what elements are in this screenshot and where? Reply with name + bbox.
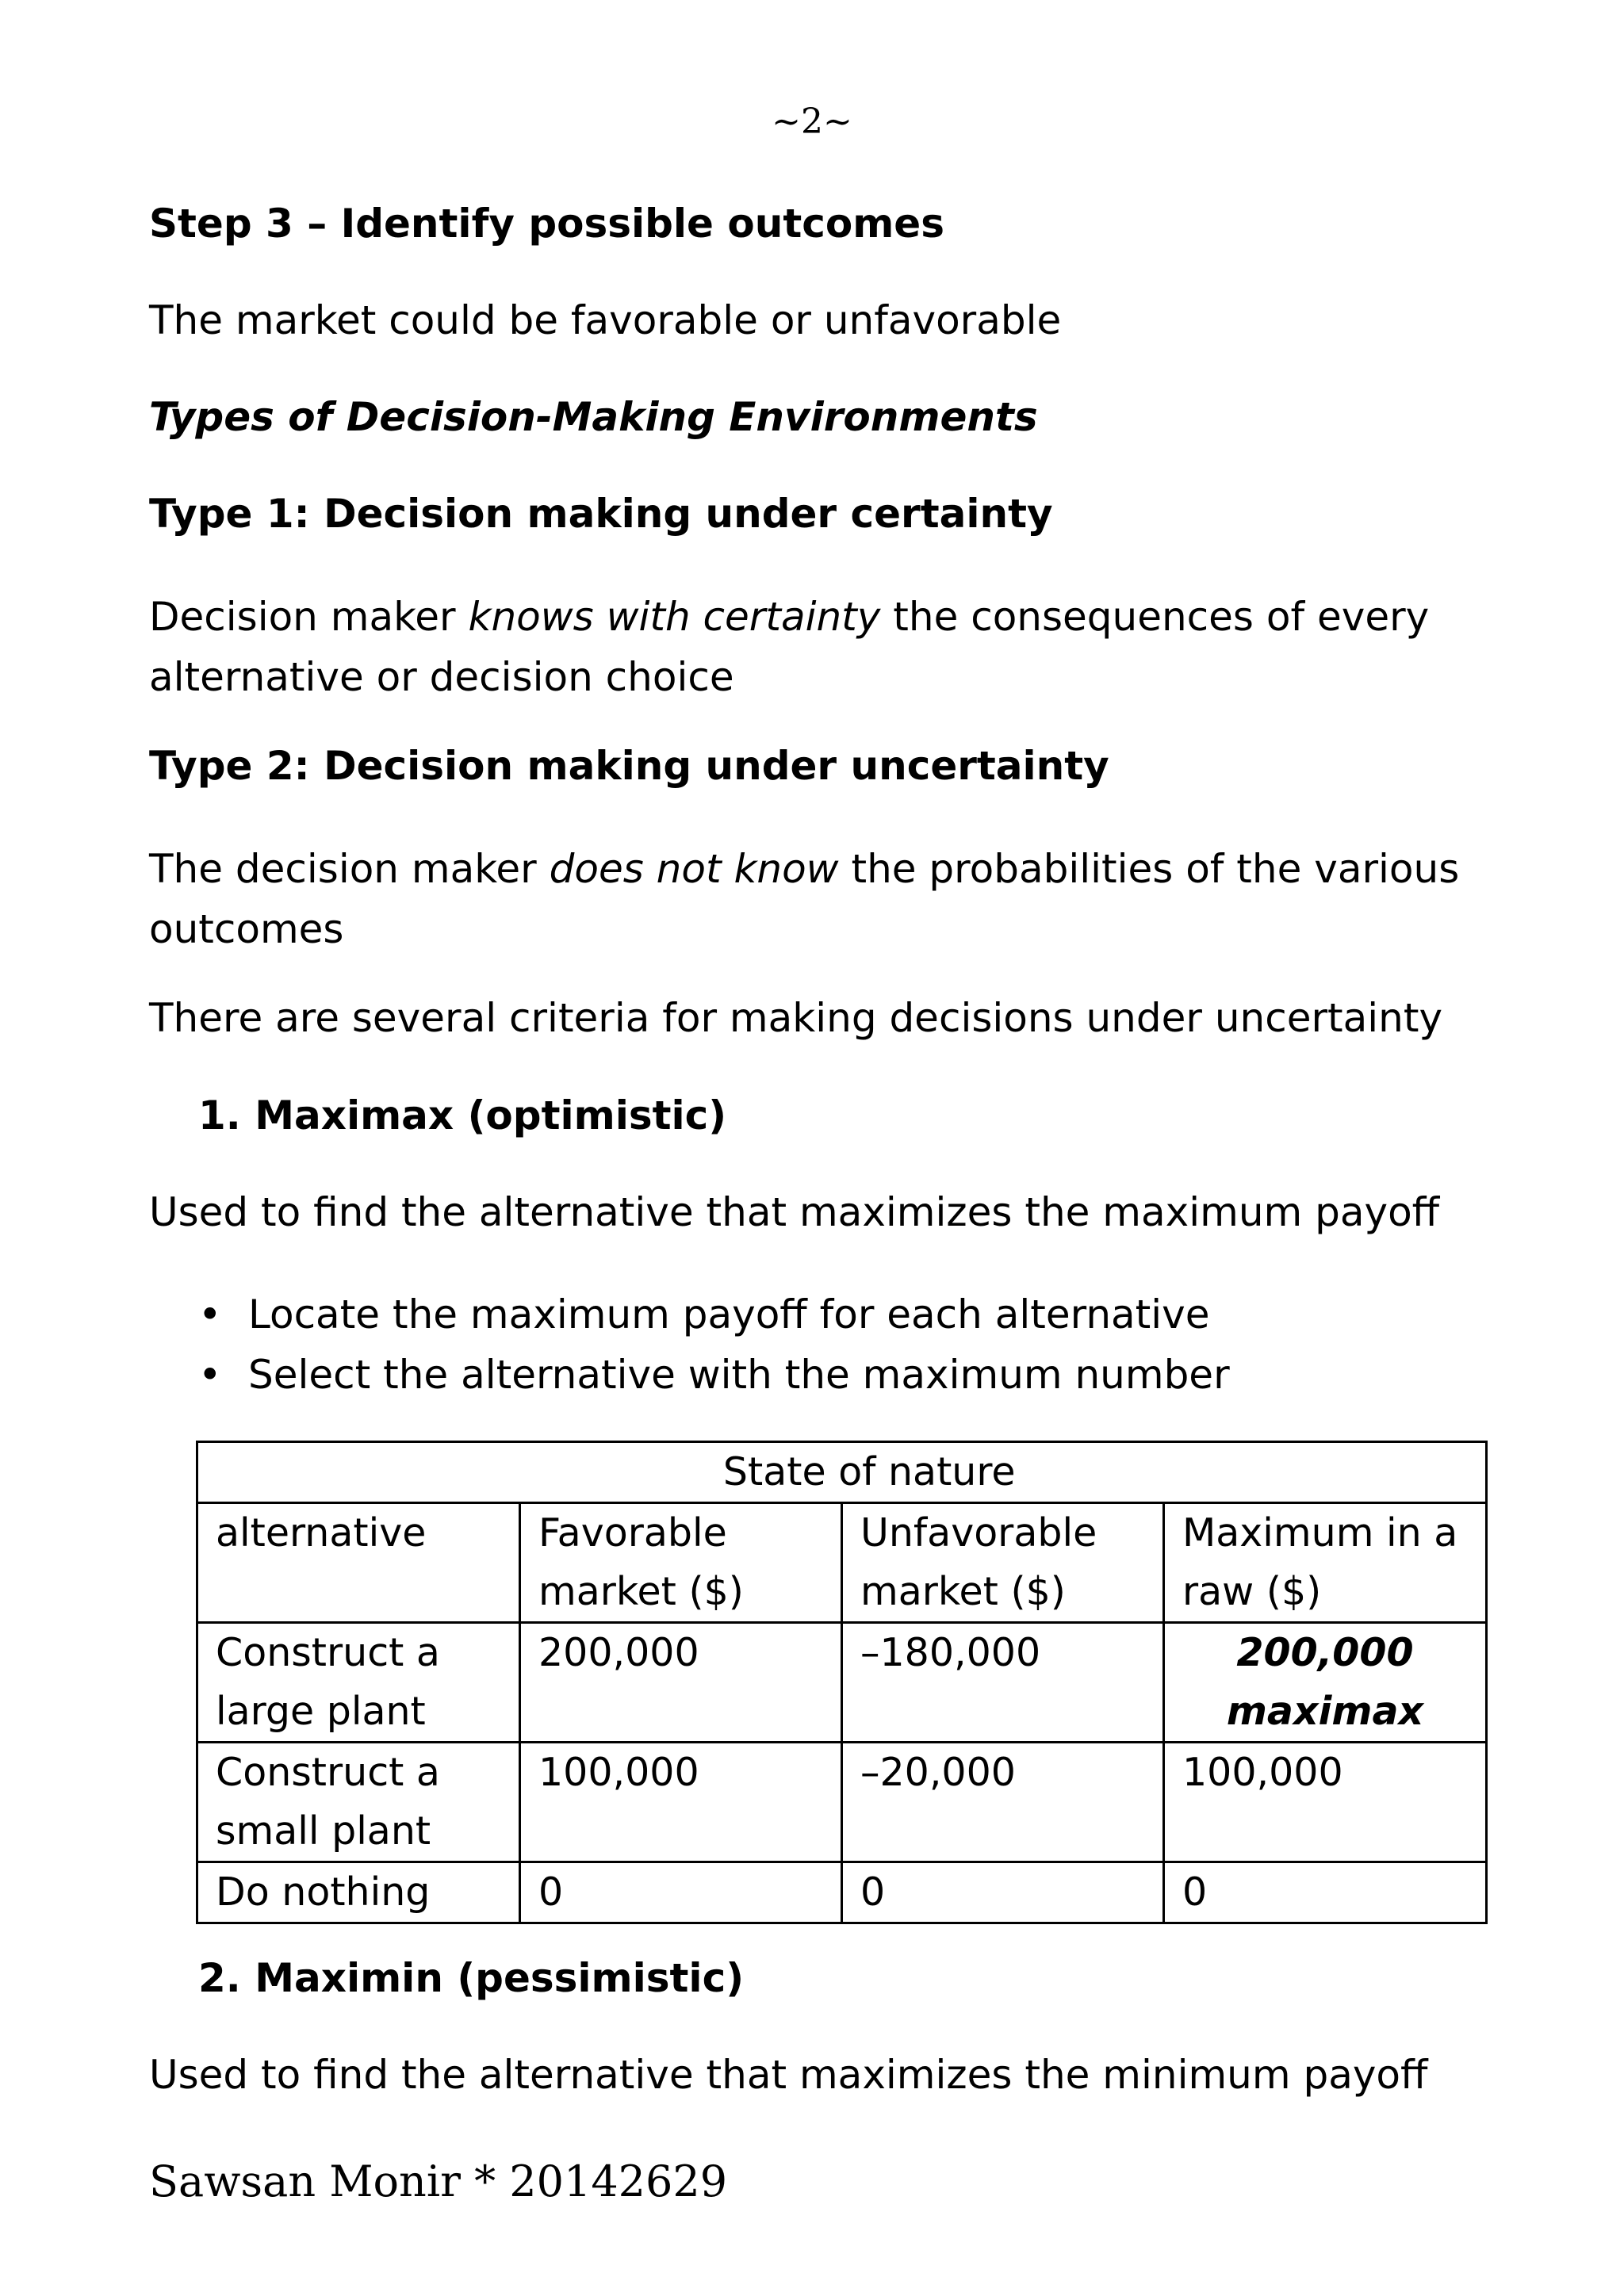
- table-row: [197, 1743, 1487, 1862]
- type1-text-c: the consequences of every: [880, 594, 1430, 640]
- maximax-text: Used to find the alternative that maximizes the maximum payoff: [149, 1189, 1440, 1235]
- criteria-text: There are several criteria for making decisions under uncertainty: [149, 995, 1443, 1041]
- state-of-nature-label: State of nature: [722, 1449, 1016, 1494]
- header-favorable: [520, 1503, 842, 1623]
- header-favorable-line1: Favorable: [538, 1510, 727, 1556]
- footer-author: Sawsan Monir * 20142629: [149, 2156, 728, 2206]
- row-max-value: 200,000: [1236, 1630, 1414, 1675]
- header-unfavorable-line2: market ($): [860, 1569, 1066, 1614]
- row-alt-line1: Construct a: [216, 1630, 440, 1675]
- type2-heading: Type 2: Decision making under uncertainty: [149, 743, 1109, 789]
- header-favorable-line2: market ($): [538, 1569, 744, 1614]
- type2-text-d: outcomes: [149, 906, 344, 952]
- row-alt-line2: large plant: [216, 1689, 426, 1734]
- bullet-item: • Select the alternative with the maximum number: [149, 1345, 1230, 1405]
- type2-text-c: the probabilities of the various: [838, 846, 1460, 892]
- header-unfavorable-line1: Unfavorable: [860, 1510, 1097, 1556]
- row-favorable: 100,000: [520, 1743, 842, 1862]
- row-maximum-highlight: [1164, 1623, 1487, 1743]
- maximin-text: Used to find the alternative that maximizes the minimum payoff: [149, 2052, 1428, 2098]
- table-row: [197, 1623, 1487, 1743]
- row-alternative: [197, 1623, 520, 1743]
- row-favorable: 0: [520, 1862, 842, 1923]
- header-alternative: alternative: [197, 1503, 520, 1623]
- maximax-heading: 1. Maximax (optimistic): [198, 1093, 727, 1138]
- types-heading: Types of Decision-Making Environments: [149, 394, 1038, 440]
- row-favorable: 200,000: [520, 1623, 842, 1743]
- row-alternative: Do nothing: [197, 1862, 520, 1923]
- step3-text: The market could be favorable or unfavorable: [149, 297, 1062, 343]
- payoff-table: [196, 1441, 1488, 1924]
- maximax-bullets: [149, 1284, 1230, 1405]
- bullet-item: • Locate the maximum payoff for each alternative: [149, 1284, 1230, 1345]
- table-header-row: [197, 1503, 1487, 1623]
- row-alt-line1: Construct a: [216, 1750, 440, 1795]
- type1-text-d: alternative or decision choice: [149, 654, 734, 700]
- row-alt-line2: small plant: [216, 1808, 431, 1854]
- row-maximum: 100,000: [1164, 1743, 1487, 1862]
- row-unfavorable: –20,000: [842, 1743, 1164, 1862]
- header-maximum-line1: Maximum in a: [1182, 1510, 1458, 1556]
- type1-heading: Type 1: Decision making under certainty: [149, 491, 1053, 537]
- maximin-heading: 2. Maximin (pessimistic): [198, 1955, 745, 2001]
- row-max-label: maximax: [1226, 1689, 1424, 1734]
- header-unfavorable: [842, 1503, 1164, 1623]
- table-row: [197, 1862, 1487, 1923]
- header-maximum-line2: raw ($): [1182, 1569, 1322, 1614]
- step3-heading: Step 3 – Identify possible outcomes: [149, 201, 944, 247]
- type1-emphasis: knows with certainty: [468, 594, 881, 640]
- type2-text-a: The decision maker: [149, 846, 550, 892]
- type1-text-a: Decision maker: [149, 594, 469, 640]
- type2-emphasis: does not know: [549, 846, 839, 892]
- type1-paragraph: [149, 587, 1429, 707]
- row-unfavorable: –180,000: [842, 1623, 1164, 1743]
- type2-paragraph: [149, 839, 1459, 959]
- row-alternative: [197, 1743, 520, 1862]
- page-number: ~2~: [772, 101, 852, 142]
- header-maximum: [1164, 1503, 1487, 1623]
- table-super-header-row: [197, 1442, 1487, 1503]
- row-maximum: 0: [1164, 1862, 1487, 1923]
- row-unfavorable: 0: [842, 1862, 1164, 1923]
- state-of-nature-header: [520, 1442, 1487, 1503]
